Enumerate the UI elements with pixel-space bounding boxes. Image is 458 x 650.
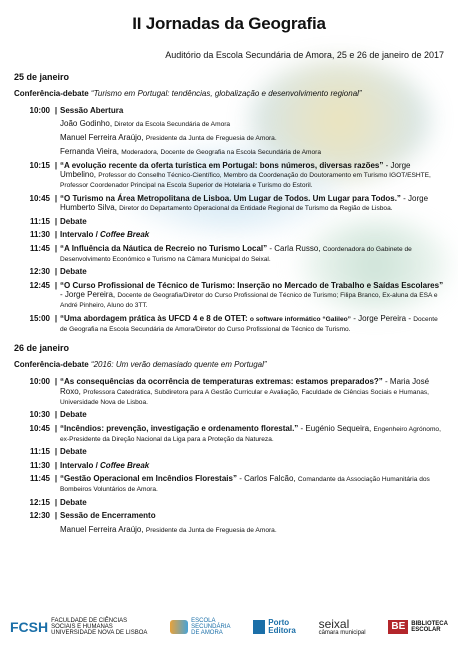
schedule-item — [14, 511, 446, 520]
seixal-text — [319, 618, 366, 637]
schedule-day1 — [14, 106, 446, 333]
schedule-item — [14, 194, 446, 213]
schedule-time: 12:30 — [29, 511, 50, 521]
schedule-time — [14, 525, 52, 535]
schedule-title: Debate — [60, 267, 87, 277]
day-heading: 25 de janeiro — [14, 72, 70, 82]
schedule-body — [60, 267, 446, 276]
schedule-time: 10:45 — [29, 423, 50, 433]
schedule-time: 12:45 — [29, 280, 50, 290]
schedule-body — [60, 314, 446, 334]
schedule-item — [14, 498, 446, 507]
schedule-time: 10:30 — [29, 410, 50, 420]
schedule-title: Debate — [60, 497, 87, 507]
logo-text-line: FACULDADE DE CIÊNCIAS — [51, 617, 128, 624]
schedule-title: “O Turismo na Área Metropolitana de Lisboa. Um Lugar de Todos. Um Lugar para Todos.” — [60, 193, 401, 203]
schedule-time: 11:30 — [29, 230, 50, 240]
schedule-title: “Uma abordagem prática às UFCD 4 e 8 de OTET: — [60, 313, 248, 323]
time-separator: | — [54, 106, 58, 116]
schedule-item — [14, 474, 446, 494]
logo-text-line: Editora — [268, 626, 296, 635]
schedule-title: Debate — [60, 410, 87, 420]
logo-text-line: ESCOLAR — [411, 627, 441, 633]
time-separator: | — [54, 474, 58, 484]
program-content — [14, 72, 446, 538]
schedule-body — [60, 119, 446, 129]
speaker-detail: Coordenadora do Gabinete de Desenvolvimento Económico e Turismo na Câmara Municipal do Seixal. — [60, 245, 412, 263]
speaker-detail: Diretor da Escola Secundária de Amora — [114, 121, 231, 129]
schedule-title-suffix: o software informático “Galileo” — [249, 315, 351, 323]
escola-icon — [170, 620, 188, 634]
schedule-title-italic: Coffee Break — [100, 460, 150, 470]
schedule-title-italic: Coffee Break — [100, 230, 150, 240]
conference-label: Conferência-debate — [14, 88, 89, 98]
schedule-item — [14, 424, 446, 444]
speaker-name: - Carlos Falcão, — [239, 474, 296, 484]
schedule-item — [14, 133, 446, 143]
time-separator — [52, 147, 60, 157]
time-separator: | — [54, 460, 58, 470]
time-separator — [52, 119, 60, 129]
schedule-item — [14, 267, 446, 276]
logo-text-line: SOCIAIS E HUMANAS — [51, 623, 113, 630]
speaker-detail: Presidente da Junta de Freguesia de Amora. — [145, 135, 277, 143]
schedule-time: 15:00 — [29, 313, 50, 323]
speaker-name: - Carla Russo, — [269, 243, 321, 253]
schedule-body — [60, 461, 446, 470]
sponsor-logos — [10, 612, 448, 642]
schedule-time: 11:45 — [29, 243, 50, 253]
schedule-time: 10:00 — [29, 106, 50, 116]
schedule-body — [60, 281, 446, 310]
escola-logo — [170, 618, 230, 637]
schedule-body — [60, 230, 446, 239]
time-separator — [52, 133, 60, 143]
schedule-title: “Gestão Operacional em Incêndios Florestais” — [60, 474, 237, 484]
schedule-title: “A Influência da Náutica de Recreio no Turismo Local” — [60, 243, 268, 253]
schedule-item — [14, 314, 446, 334]
logo-text-line: seixal — [318, 616, 350, 631]
schedule-item — [14, 230, 446, 239]
time-separator: | — [54, 497, 58, 507]
speaker-name: Manuel Ferreira Araújo, — [60, 133, 144, 143]
conference-title: “2016: Um verão demasiado quente em Portugal” — [90, 359, 267, 369]
schedule-body — [60, 498, 446, 507]
logo-text-line: ESCOLA — [191, 617, 216, 624]
speaker-detail: Diretor do Departamento Operacional da Entidade Regional de Turismo da Região de Lisboa. — [119, 205, 393, 213]
speaker-name: João Godinho, — [60, 119, 113, 129]
speaker-name: Manuel Ferreira Araújo, — [60, 524, 144, 534]
schedule-time: 10:45 — [29, 193, 50, 203]
time-separator: | — [54, 447, 58, 457]
schedule-item — [14, 217, 446, 226]
schedule-body — [60, 424, 446, 444]
time-separator: | — [54, 243, 58, 253]
schedule-body — [60, 194, 446, 213]
speaker-detail: Comandante da Associação Humanitária dos Bombeiros Voluntários de Amora. — [60, 476, 430, 493]
be-mark: BE — [388, 620, 408, 635]
schedule-time: 11:45 — [29, 474, 50, 484]
schedule-item — [14, 161, 446, 190]
time-separator: | — [54, 267, 58, 277]
time-separator: | — [54, 216, 58, 226]
time-separator: | — [54, 511, 58, 521]
fcsh-text — [51, 618, 147, 637]
time-separator: | — [54, 313, 58, 323]
schedule-body — [60, 410, 446, 419]
schedule-title: Sessão de Encerramento — [60, 511, 156, 521]
schedule-body — [60, 106, 446, 115]
logo-text-line: DE AMORA — [191, 630, 223, 637]
schedule-time: 11:15 — [29, 447, 50, 457]
schedule-body — [60, 474, 446, 494]
logo-text-line: BIBLIOTECA — [411, 620, 448, 627]
schedule-item — [14, 377, 446, 406]
speaker-name: - Jorge Pereira - — [353, 313, 411, 323]
schedule-item — [14, 410, 446, 419]
speaker-name: - Jorge Umbelino, — [60, 160, 411, 180]
speaker-name: Fernanda Vieira, — [60, 147, 119, 157]
conference-label: Conferência-debate — [14, 359, 89, 369]
schedule-body — [60, 161, 446, 190]
seixal-logo — [319, 618, 366, 637]
conference-title: “Turismo em Portugal: tendências, globalização e desenvolvimento regional” — [90, 88, 362, 98]
schedule-time: 11:15 — [29, 216, 50, 226]
schedule-body — [60, 217, 446, 226]
fcsh-mark: FCSH — [10, 618, 49, 635]
page-subtitle: Auditório da Escola Secundária de Amora, 25 e 26 de janeiro de 2017 — [165, 50, 444, 60]
schedule-time — [14, 147, 52, 157]
schedule-title: “O Curso Profissional de Técnico de Turismo: Inserção no Mercado de Trabalho e Saídas Escolares” — [60, 280, 444, 290]
fcsh-logo — [10, 618, 147, 637]
speaker-detail: Presidente da Junta de Freguesia de Amora. — [145, 526, 277, 534]
schedule-item — [14, 525, 446, 535]
schedule-title: “A evolução recente da oferta turística em Portugal: bons números, diversas razões” — [60, 160, 384, 170]
porto-icon — [253, 620, 265, 634]
schedule-item — [14, 461, 446, 470]
schedule-time — [14, 133, 52, 143]
schedule-title: Debate — [60, 447, 87, 457]
biblioteca-escolar-logo — [388, 620, 448, 635]
schedule-item — [14, 281, 446, 310]
time-separator: | — [54, 160, 58, 170]
schedule-body — [60, 377, 446, 406]
speaker-name: - Jorge Humberto Silva, — [60, 193, 429, 213]
biblioteca-text — [411, 621, 448, 634]
schedule-body — [60, 147, 446, 157]
schedule-time: 11:30 — [29, 460, 50, 470]
schedule-time: 10:00 — [29, 377, 50, 387]
time-separator: | — [54, 193, 58, 203]
schedule-time: 12:30 — [29, 267, 50, 277]
time-separator: | — [54, 230, 58, 240]
porto-text — [268, 619, 296, 636]
speaker-detail: Professora Catedrática, Subdiretora para A Gestão Curricular e Avaliação, Faculdade de Ciências Sociais e Humanas, Universidade Nova de Lisboa. — [60, 388, 430, 406]
schedule-body — [60, 511, 446, 520]
schedule-title: Intervalo / — [60, 460, 98, 470]
logo-text-line: Porto — [268, 617, 290, 627]
schedule-title: Sessão Abertura — [60, 106, 124, 116]
logo-text-line: SECUNDÁRIA — [191, 623, 231, 630]
schedule-time: 12:15 — [29, 497, 50, 507]
schedule-item — [14, 244, 446, 264]
speaker-detail: Docente de Geografia na Escola Secundária de Amora/Diretor do Curso Profissional de Técnico de Turismo. — [60, 315, 438, 333]
speaker-detail: Docente de Geografia/Diretor do Curso Profissional de Técnico de Turismo; Filipa Branco, Ex-aluna da ESA e André Pinheiro, Aluno do 3TT. — [60, 292, 438, 309]
conference-heading — [14, 360, 446, 369]
schedule-body — [60, 133, 446, 143]
schedule-title: “Incêndios: prevenção, investigação e ordenamento florestal.” — [60, 423, 299, 433]
schedule-title: “As consequências da ocorrência de temperaturas extremas: estamos preparados?” — [60, 377, 383, 387]
porto-editora-logo — [253, 619, 296, 636]
time-separator: | — [54, 410, 58, 420]
speaker-detail: Moderadora, Docente de Geografia na Escola Secundária de Amora — [121, 149, 322, 157]
page-title: II Jornadas da Geografia — [132, 14, 326, 33]
schedule-title: Intervalo / — [60, 230, 98, 240]
schedule-body — [60, 447, 446, 456]
schedule-time — [14, 119, 52, 129]
schedule-body — [60, 525, 446, 535]
schedule-item — [14, 147, 446, 157]
time-separator — [52, 525, 60, 535]
schedule-day2 — [14, 377, 446, 534]
schedule-item — [14, 106, 446, 115]
schedule-item — [14, 119, 446, 129]
speaker-name: - Maria José Roxo, — [60, 377, 430, 396]
day-heading: 26 de janeiro — [14, 343, 70, 354]
speaker-name: - Eugénio Sequeira, — [300, 423, 372, 433]
schedule-title: Debate — [60, 216, 87, 226]
time-separator: | — [54, 280, 58, 290]
speaker-name: - Jorge Pereira, — [60, 290, 116, 300]
schedule-time: 10:15 — [29, 160, 50, 170]
time-separator: | — [54, 423, 58, 433]
schedule-item — [14, 447, 446, 456]
logo-text-line: câmara municipal — [318, 630, 366, 637]
logo-text-line: UNIVERSIDADE NOVA DE LISBOA — [51, 630, 148, 637]
schedule-body — [60, 244, 446, 264]
time-separator: | — [54, 377, 58, 387]
conference-heading — [14, 89, 446, 98]
speaker-detail: Engenheiro Agrónomo, ex-Presidente da Direção Nacional da Liga para a Proteção da Natureza. — [60, 425, 441, 443]
speaker-detail: Professor do Conselho Técnico-Científico, Membro da Coordenação do Doutoramento em Turismo IGOT/ESHTE, Professor Coordenador Principal na Escola Superior de Hotelaria e Turismo do Estoril. — [60, 172, 431, 189]
escola-text — [191, 618, 230, 637]
